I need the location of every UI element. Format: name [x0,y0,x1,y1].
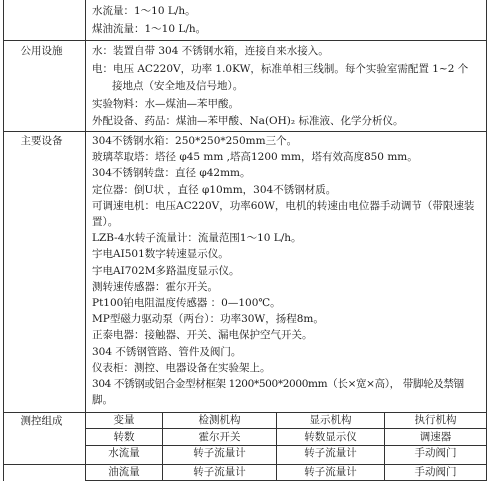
utilities-line: 实验物料：水—煤油—苯甲酸。 [92,98,239,110]
control-cell: 转子流量计 [304,447,357,459]
control-cell: 霍尔开关 [198,431,241,443]
control-cell: 手动阀门 [414,447,457,459]
equipment-line: 脚。 [92,394,113,407]
equipment-line: MP型磁力驱动泵（两台）：功率30W，扬程8m。 [92,313,324,326]
flow-line-water: 水流量：1～10 L/h。 [92,5,196,17]
table-border-right [486,0,487,465]
equipment-label: 主要设备 [20,135,63,147]
row-divider-utilities-top [3,40,487,41]
control-cell: 转子流量计 [193,447,246,459]
equipment-line: 测转速传感器：霍尔开关。 [92,280,218,293]
equipment-line: 宇电AI501数字转速显示仪。 [92,248,229,261]
equipment-line: 304 不锈钢或铝合金型材框架 1200*500*2000mm（长×宽×高）， 带脚轮及禁锢 [92,378,464,390]
control-label: 测控组成 [20,415,63,427]
control-header-display: 显示机构 [309,414,352,426]
equipment-line: 置）。 [92,216,119,228]
subtable-row-divider-1 [85,428,487,429]
utilities-line: 电：电压 AC220V，功率 1.0KW，标准单相三线制。每个实验室需配置 1~2 个 [92,63,469,75]
control-cell: 转子流量计 [304,466,357,478]
equipment-line: 304不锈钢转盘：直径 φ42mm。 [92,167,251,180]
equipment-line: 定位器：倒U状 ，直径 φ10mm，304不锈钢材质。 [92,183,337,196]
equipment-line: LZB-4水转子流量计：流量范围1～10 L/h。 [92,232,302,245]
equipment-line: 宇电AI702M多路温度显示仪。 [92,264,240,277]
equipment-line: 304 不锈钢管路、管件及阀门。 [92,345,242,358]
row-divider-equipment-top [3,131,487,132]
equipment-line: 正泰电器：接触器、开关、漏电保护空气开关。 [92,329,313,342]
utilities-line: 外配设备、药品：煤油—苯甲酸、Na(OH)₂ 标准液、化学分析仪。 [92,115,404,127]
table-bottom-left [3,465,4,481]
equipment-line: Pt100铂电阻温度传感器 ：0—100℃。 [92,297,281,309]
control-cell: 转数显示仪 [304,431,357,443]
flow-line-kerosene: 煤油流量：1～10 L/h。 [92,23,207,35]
control-cell: 水流量 [108,447,140,459]
control-cell: 油流量 [108,466,140,478]
subtable-bottom-right [486,465,487,481]
equipment-line: 仪表柜：测控、电器设备在实验架上。 [92,361,271,374]
utilities-line: 水：装置自带 304 不锈钢水箱，连接自来水接入。 [92,45,329,57]
label-column-divider [85,0,86,465]
utilities-label: 公用设施 [20,45,63,57]
row-divider-control-top [3,412,487,413]
control-header-variable: 变量 [113,414,135,426]
control-cell: 转数 [113,431,135,443]
utilities-line: 接地点（安全地及信号地）。 [112,80,244,92]
table-border-bottom [3,464,487,465]
equipment-line: 玻璃萃取塔：塔径 φ45 mm ,塔高1200 mm，塔有效高度850 mm。 [92,151,418,164]
equipment-line: 304不锈钢水箱：250*250*250mm三个。 [92,135,298,147]
control-cell: 转子流量计 [193,466,246,478]
control-cell: 手动阀门 [414,466,457,478]
table-border-left [3,0,4,465]
equipment-line: 可调速电机：电压AC220V，功率60W，电机的转速由电位器手动调节（带限速装 [92,199,475,212]
control-header-detection: 检测机构 [198,414,241,426]
control-cell: 调速器 [419,431,452,443]
subtable-row-divider-2 [85,445,487,446]
subtable-row-divider-3 [85,480,487,481]
control-header-actuator: 执行机构 [414,414,457,426]
